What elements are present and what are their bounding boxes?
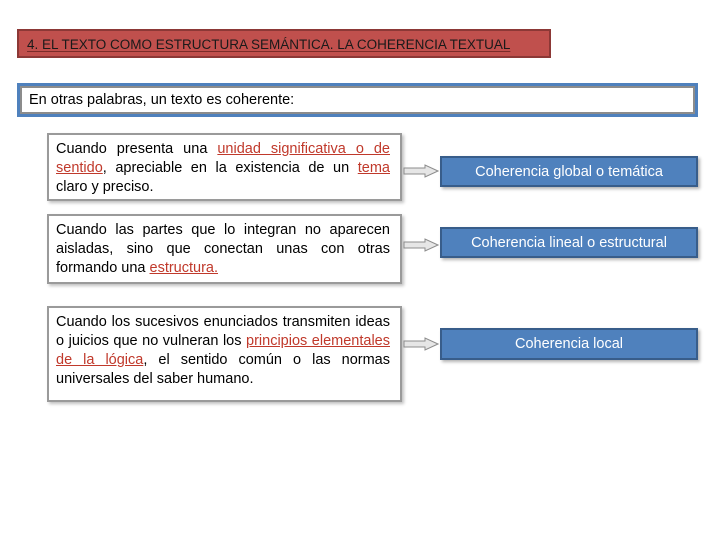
key-term: principios elementales de la lógica bbox=[56, 333, 390, 368]
arrow-right-icon bbox=[403, 337, 439, 351]
key-term: tema bbox=[357, 160, 390, 176]
result-label: Coherencia local bbox=[514, 336, 623, 352]
criterion-text: claro y preciso. bbox=[56, 179, 154, 195]
criterion-box-1 bbox=[47, 133, 402, 201]
intro-text: En otras palabras, un texto es coherente: bbox=[29, 92, 295, 108]
result-box-3 bbox=[440, 328, 698, 360]
key-term: unidad significativa o de sentido bbox=[56, 141, 390, 176]
criterion-text: Cuando los sucesivos enunciados transmiten ideas o juicios que no vulneran los bbox=[56, 314, 390, 349]
result-label: Coherencia global o temática bbox=[475, 163, 663, 180]
criterion-text: , apreciable en la existencia de un bbox=[102, 160, 358, 176]
result-box-1 bbox=[440, 156, 698, 187]
criterion-text: Cuando las partes que lo integran no aparecen aisladas, sino que conectan unas con otras formando una bbox=[56, 222, 390, 276]
result-box-2 bbox=[440, 227, 698, 258]
slide-title-text: 4. EL TEXTO COMO ESTRUCTURA SEMÁNTICA. LA COHERENCIA TEXTUAL bbox=[27, 37, 511, 52]
arrow-right-icon bbox=[403, 238, 439, 252]
criterion-box-2 bbox=[47, 214, 402, 284]
arrow-right-icon bbox=[403, 164, 439, 178]
slide-title bbox=[17, 29, 551, 58]
key-term: estructura. bbox=[149, 260, 219, 276]
criterion-text: , el sentido común o las normas universales del saber humano. bbox=[56, 352, 390, 387]
criterion-text: Cuando presenta una bbox=[56, 141, 218, 157]
intro-box bbox=[20, 86, 695, 114]
criterion-box-3 bbox=[47, 306, 402, 402]
result-label: Coherencia lineal o estructural bbox=[471, 234, 667, 251]
